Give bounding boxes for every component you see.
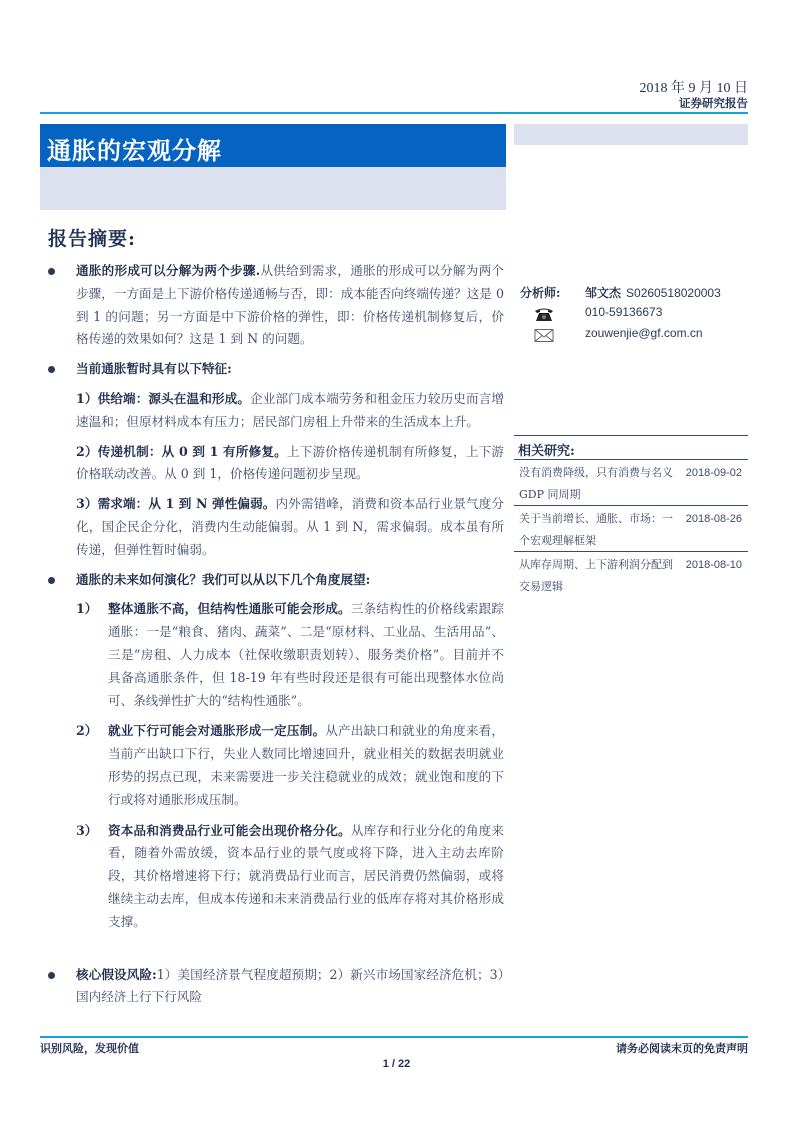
analyst-label: 分析师: <box>520 286 561 300</box>
sub-text: 三条结构性的价格线索跟踪通胀：一是“粮食、猪肉、蔬菜”、二是“原材料、工业品、生活用品”、三是“房租、人力成本（社保收缴职责划转）、服务类价格”。目前并不具备高通胀条件，但 18-19 年有些时段还是很有可能出现整体水位尚可、条线弹性扩大的“结构性通胀”。 <box>108 601 505 708</box>
bullet-lead: 核心假设风险: <box>76 966 157 982</box>
analyst-row <box>520 284 750 305</box>
report-title: 通胀的宏观分解 <box>47 136 222 165</box>
bullet-dot-icon <box>48 577 55 584</box>
page-number: 1 / 22 <box>382 1058 411 1070</box>
right-header-band <box>514 124 748 145</box>
related-date: 2018-09-02 <box>685 467 742 479</box>
related-research <box>514 435 748 598</box>
analyst-name: 邹文杰 <box>585 286 622 300</box>
telephone-icon <box>534 307 554 322</box>
phone-row <box>520 305 750 326</box>
footer-disclaimer-note: 请务必阅读末页的免责声明 <box>616 1043 748 1055</box>
sub-text: 上下游价格传递机制有所修复，上下游价格联动改善。从 0 到 1，价格传递问题初步呈现。 <box>76 443 505 482</box>
related-heading: 相关研究: <box>514 435 748 460</box>
bullet-lead: 通胀的未来如何演化？我们可以从以下几个角度展望: <box>76 571 371 587</box>
related-title: 从库存周期、上下游利润分配到交易逻辑 <box>519 558 673 593</box>
bullet-lead: 当前通胀暂时具有以下特征: <box>76 361 232 377</box>
bullet-dot-icon <box>48 972 55 979</box>
sub-item <box>44 598 504 712</box>
summary-heading: 报告摘要: <box>48 228 137 250</box>
footer-slogan: 识别风险，发现价值 <box>40 1043 139 1055</box>
related-item[interactable] <box>514 506 748 552</box>
sub-item <box>44 388 504 434</box>
analyst-phone: 010-59136673 <box>585 305 663 319</box>
bullet-dot-icon <box>48 268 55 275</box>
sub-text: 内外需错峰，消费和资本品行业景气度分化，国企民企分化，消费内生动能偏弱。从 1 到 N，需求偏弱。成本虽有所传递，但弹性暂时偏弱。 <box>76 496 505 557</box>
header-divider <box>40 112 748 114</box>
sub-lead: 整体通胀不高，但结构性通胀可能会形成。 <box>108 601 351 617</box>
title-banner <box>40 124 506 167</box>
bullet-item <box>44 358 504 381</box>
sub-item <box>44 493 504 561</box>
bullet-text: 从供给到需求，通胀的形成可以分解为两个步骤，一方面是上下游价格传递通畅与否，即：成本能否向终端传递？这是 0 到 1 的问题；另一方面是中下游价格的弹性，即：价格传递机制修复后，价格传递的效果如何？这是 1 到 N 的问题。 <box>76 263 505 347</box>
bullet-text: 1）美国经济景气程度超预期；2）新兴市场国家经济危机；3）国内经济上行下行风险 <box>76 966 504 1005</box>
related-item[interactable] <box>514 460 748 506</box>
analyst-email[interactable]: zouwenjie@gf.com.cn <box>585 326 703 340</box>
email-row <box>520 326 750 347</box>
sub-number: 1） <box>76 601 98 617</box>
related-date: 2018-08-10 <box>685 559 742 571</box>
report-date: 2018 年 9 月 10 日 <box>639 81 748 96</box>
related-date: 2018-08-26 <box>685 513 742 525</box>
related-item[interactable] <box>514 552 748 598</box>
sub-text: 从产出缺口和就业的角度来看，当前产出缺口下行，失业人数同比增速回升，就业相关的数据表明就业形势的拐点已现，未来需要进一步关注稳就业的成效；就业饱和度的下行或将对通胀形成压制。 <box>108 723 505 807</box>
sub-item <box>44 820 504 934</box>
analyst-cert-number: S0260518020003 <box>626 286 721 300</box>
sub-item <box>44 720 504 811</box>
related-title: 没有消费降级，只有消费与名义 GDP 同周期 <box>519 466 673 501</box>
analyst-card <box>520 284 750 347</box>
bullet-item <box>44 964 504 1010</box>
title-subband <box>40 167 506 210</box>
bullet-item <box>44 569 504 592</box>
sub-lead: 资本品和消费品行业可能会出现价格分化。 <box>108 822 351 838</box>
envelope-icon <box>534 328 554 343</box>
bullet-lead: 通胀的形成可以分解为两个步骤. <box>76 263 261 278</box>
sub-lead: 就业下行可能会对通胀形成一定压制。 <box>108 723 326 739</box>
summary-body <box>44 260 504 1016</box>
sub-lead: 2）传递机制：从 0 到 1 有所修复。 <box>76 443 287 459</box>
footer-divider <box>40 1036 748 1038</box>
bullet-dot-icon <box>48 366 55 373</box>
sub-number: 3） <box>76 822 98 838</box>
sub-item <box>44 441 504 487</box>
bullet-item <box>44 260 504 351</box>
sub-number: 2） <box>76 723 98 739</box>
analyst-id <box>585 284 721 301</box>
sub-lead: 3）需求端：从 1 到 N 弹性偏弱。 <box>76 496 276 512</box>
sub-text: 企业部门成本端劳务和租金压力较历史而言增速温和；但原材料成本有压力；居民部门房租上升带来的生活成本上升。 <box>76 390 505 429</box>
sub-text: 从库存和行业分化的角度来看，随着外需放缓，资本品行业的景气度或将下降，进入主动去库阶段，其价格增速将下行；就消费品行业而言，居民消费仍然偏弱，或将继续主动去库，但成本传递和未来消费品行业的低库存将对其价格形成支撑。 <box>108 822 505 929</box>
related-title: 关于当前增长、通胀、市场：一个宏观理解框架 <box>519 512 673 547</box>
report-type: 证券研究报告 <box>679 98 748 110</box>
sub-lead: 1）供给端：源头在温和形成。 <box>76 390 251 406</box>
